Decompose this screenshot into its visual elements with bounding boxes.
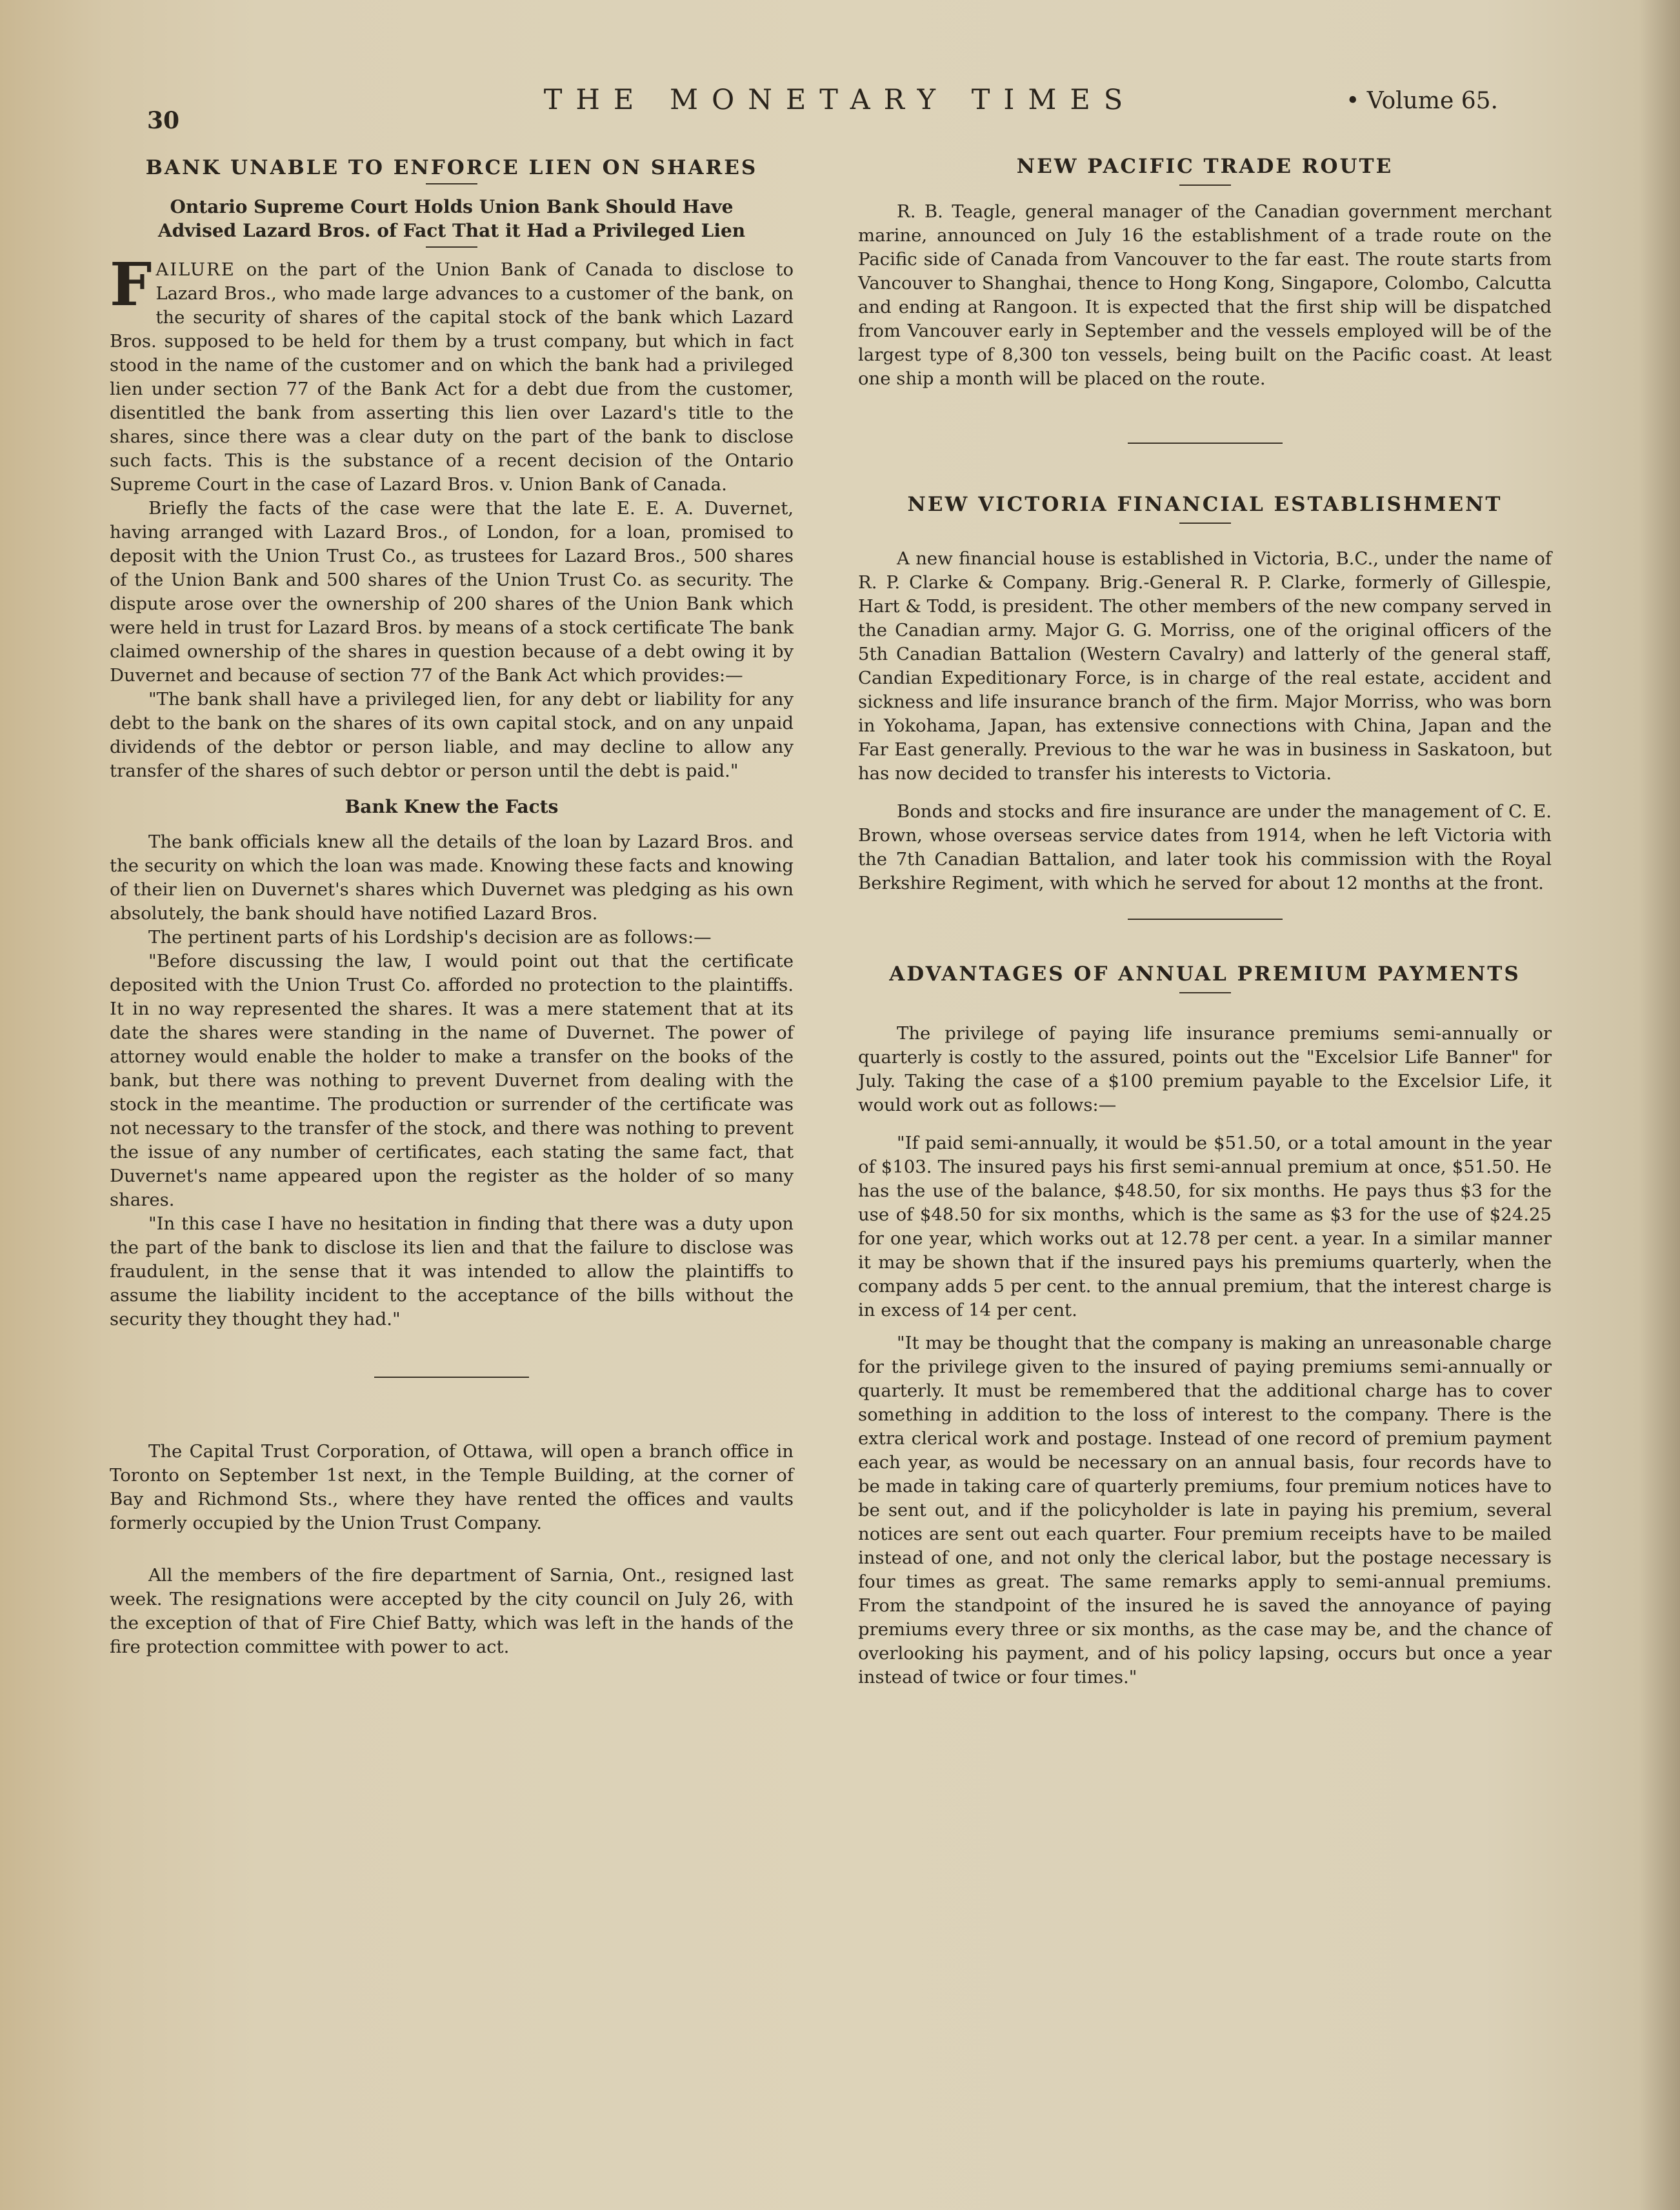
article-heading-bank-lien: BANK UNABLE TO ENFORCE LIEN ON SHARES (145, 156, 758, 179)
paragraph-privilege: The privilege of paying life insurance premiums semi-annually or quarterly is costly to the assured, points out the "Excelsior Life Banner" for July. Taking the case of a $100 premium payable to the Excelsior Life, it would work out as follows:— (858, 1023, 1552, 1115)
paragraph-bank-act-quote: "The bank shall have a privileged lien, for any debt or liability for any debt to the bank on the shares of its own capital stock, and on any unpaid dividends of the debtor or person liable, and may decline to allow any transfer of the shares of such debtor or person until the debt is paid." (110, 689, 794, 781)
separator-rule (1128, 443, 1283, 444)
right-column (858, 148, 1552, 1689)
paragraph-clarke: A new financial house is established in Victoria, B.C., under the name of R. P. Clarke & Company. Brig.-General R. P. Clarke, formerly of Gillespie, Hart & Todd, is president. The other members of the new company served in the Canadian army. Major G. G. Morriss, one of the original officers of the 5th Canadian Battalion (Western Cavalry) and latterly of the general staff, Candian Expeditionary Force, is in charge of the real estate, accident and sickness and life insurance branch of the firm. Major Morriss, who was born in Yokohama, Japan, has extensive connections with China, Japan and the Far East generally. Previous to the war he was in business in Saskatoon, but has now decided to transfer his interests to Victoria. (858, 548, 1552, 784)
paragraph-failure-text: on the part of the Union Bank of Canada to disclose to Lazard Bros., who made large advances to a customer of the bank, on the security of shares of the capital stock of the bank which Lazard Bros. supposed to be held for them by a trust company, but which in fact stood in the name of the customer and on which the bank had a privileged lien under section 77 of the Bank Act for a debt due from the customer, disentitled the bank from asserting this lien over Lazard's title to the shares, since there was a clear duty on the part of the bank to disclose such facts. This is the substance of a recent decision of the Ontario Supreme Court in the case of Lazard Bros. v. Union Bank of Canada. (110, 259, 794, 495)
paragraph-sarnia: All the members of the fire department of Sarnia, Ont., resigned last week. The resignations were accepted by the city council on July 26, with the exception of that of Fire Chief Batty, which was left in the hands of the fire protection committee with power to act. (110, 1565, 794, 1657)
left-column (110, 148, 794, 1659)
separator-rule (1128, 919, 1283, 920)
article-heading-premiums: ADVANTAGES OF ANNUAL PREMIUM PAYMENTS (889, 962, 1521, 986)
article-subheading-bank-lien: Ontario Supreme Court Holds Union Bank Should Have Advised Lazard Bros. of Fact That it Had a Privileged Lien (157, 196, 746, 241)
paragraph-officials: The bank officials knew all the details of the loan by Lazard Bros. and the security on which the loan was made. Knowing these facts and knowing of their lien on Duvernet's shares which Duvernet was pledging as his own absolutely, the bank should have notified Lazard Bros. (110, 831, 794, 924)
paragraph-brown: Bonds and stocks and fire insurance are under the management of C. E. Brown, whose overseas service dates from 1914, when he left Victoria with the 7th Canadian Battalion, and later took his commission with the Royal Berkshire Regiment, with which he served for about 12 months at the front. (858, 801, 1552, 893)
article-heading-victoria: NEW VICTORIA FINANCIAL ESTABLISHMENT (907, 493, 1503, 516)
page-number: 30 (147, 107, 180, 134)
drop-cap: F (110, 250, 152, 319)
subheading-bank-knew: Bank Knew the Facts (345, 796, 559, 817)
heading-rule (1179, 184, 1231, 186)
heading-rule (426, 183, 477, 184)
heading-rule (1179, 992, 1231, 993)
paragraph-semi-annually: "If paid semi-annually, it would be $51.50, or a total amount in the year of $103. The insured pays his first semi-annual premium at once, $51.50. He has the use of the balance, $48.50, for six months. He pays thus $3 for the use of $48.50 for six months, which is the same as $3 for the use of $24.25 for one year, which works out at 12.78 per cent. a year. In a similar manner it may be shown that if the insured pays his premiums quarterly, when the company adds 5 per cent. to the annual premium, that the interest charge is in excess of 14 per cent. (858, 1133, 1552, 1320)
subheading-rule (426, 246, 477, 248)
drop-cap-rest: AILURE (155, 259, 235, 280)
paragraph-briefly: Briefly the facts of the case were that the late E. E. A. Duvernet, having arranged with Lazard Bros., of London, for a loan, promised to deposit with the Union Trust Co., as trustees for Lazard Bros., 500 shares of the Union Bank and 500 shares of the Union Trust Co. as security. The dispute arose over the ownership of 200 shares of the Union Bank which were held in trust for Lazard Bros. by means of a stock certificate The bank claimed ownership of the shares in question because of a debt owing it by Duvernet and because of section 77 of the Bank Act which provides:— (110, 498, 794, 686)
heading-rule (1179, 523, 1231, 524)
article-heading-pacific: NEW PACIFIC TRADE ROUTE (1016, 155, 1394, 178)
paragraph-unreasonable: "It may be thought that the company is making an unreasonable charge for the privilege given to the insured of paying premiums semi-annually or quarterly. It must be remembered that the additional charge has to cover something in addition to the loss of interest to the company. There is the extra clerical work and postage. Instead of one record of premium payment each year, as would be necessary on an annual basis, four records have to be made in taking care of quarterly premiums, four premium notices have to be sent out, and if the policyholder is late in paying his premium, several notices are sent out each quarter. Four premium receipts have to be mailed instead of one, and not only the clerical labor, but the postage necessary is four times as great. The same remarks apply to semi-annual premiums. From the standpoint of the insured he is saved the annoyance of paying premiums every three or six months, as the case may be, and the chance of overlooking his payment, and of his policy lapsing, occurs but once a year instead of twice or four times." (858, 1333, 1552, 1687)
volume-label: • Volume 65. (1346, 88, 1498, 114)
paragraph-capital-trust: The Capital Trust Corporation, of Ottawa, will open a branch office in Toronto on September 1st next, in the Temple Building, at the corner of Bay and Richmond Sts., where they have rented the offices and vaults formerly occupied by the Union Trust Company. (110, 1441, 794, 1533)
publication-title: THE MONETARY TIMES (543, 84, 1137, 116)
page-header (0, 84, 1680, 135)
paragraph-failure (110, 250, 794, 497)
paragraph-before-discussing: "Before discussing the law, I would point out that the certificate deposited with the Union Trust Co. afforded no protection to the plaintiffs. It in no way represented the shares. It was a mere statement that at its date the shares were standing in the name of Duvernet. The power of attorney would enable the holder to make a transfer on the books of the bank, but there was nothing to prevent Duvernet from dealing with the stock in the meantime. The production or surrender of the certificate was not necessary to the transfer of the stock, and there was nothing to prevent the issue of any number of certificates, each stating the same fact, that Duvernet's name appeared upon the register as the holder of so many shares. (110, 951, 794, 1210)
paragraph-in-this-case: "In this case I have no hesitation in finding that there was a duty upon the part of the bank to disclose its lien and that the failure to disclose was fraudulent, in the sense that it was intended to allow the plaintiffs to assume the liability incident to the acceptance of the bills without the security they thought they had." (110, 1213, 794, 1329)
paragraph-pertinent: The pertinent parts of his Lordship's decision are as follows:— (148, 927, 712, 948)
paragraph-teagle: R. B. Teagle, general manager of the Canadian government merchant marine, announced on July 16 the establishment of a trade route on the Pacific side of Canada from Vancouver to the far east. The route starts from Vancouver to Shanghai, thence to Hong Kong, Singapore, Colombo, Calcutta and ending at Rangoon. It is expected that the first ship will be dispatched from Vancouver early in September and the vessels employed will be of the largest type of 8,300 ton vessels, being built on the Pacific coast. At least one ship a month will be placed on the route. (858, 201, 1552, 389)
separator-rule (374, 1377, 529, 1378)
